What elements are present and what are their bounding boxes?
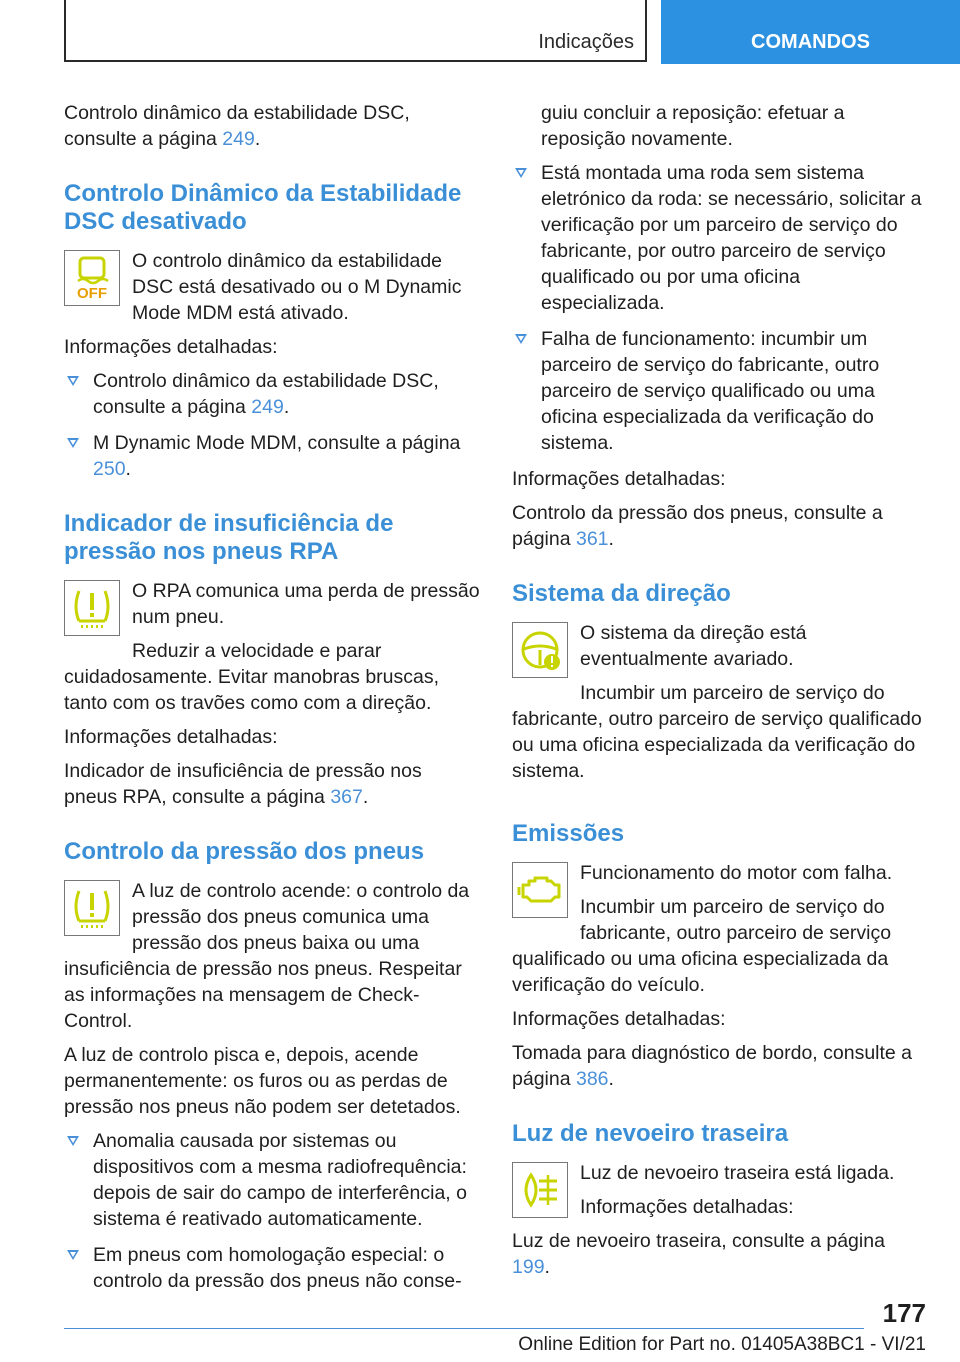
rpa-info-label: Informações detalhadas: [64,726,278,748]
steering-text-1: O sistema da direção está eventualmente avariado. [580,622,807,670]
emissions-section [512,860,928,1006]
rear-fog-light-icon [512,1162,568,1218]
ref-text: Controlo da pressão dos pneus, consulte a página [512,502,883,550]
steering-section [512,620,928,792]
left-column [64,100,480,1304]
list-item [512,160,928,316]
rdc-ref [512,500,928,552]
steering-text-2: Incumbir um parceiro de serviço do fabricante, outro parceiro de serviço qualificado ou uma oficina especializada da verificação do sistema. [512,682,922,782]
fog-text-1: Luz de nevoeiro traseira está ligada. [580,1162,895,1184]
steering-wheel-warning-icon [512,622,568,678]
svg-text:OFF: OFF [77,285,107,301]
rpa-text-1: O RPA comunica uma perda de pressão num pneu. [132,580,480,628]
ref-text: Luz de nevoeiro traseira, consulte a página [512,1230,885,1252]
emissions-text-1: Funcionamento do motor com falha. [580,862,893,884]
ref-end: . [362,786,369,808]
chapter-tab[interactable] [661,0,960,64]
bullet-text: Falha de funcionamento: incumbir um parceiro de serviço do fabricante, outro parceiro de serviço qualificado ou uma oficina especializada da verificação do sistema. [541,328,880,454]
bullet-text: Em pneus com homologação especial: o controlo da pressão dos pneus não conse- [93,1244,462,1292]
chapter-tab-label: COMANDOS [751,31,870,53]
rdc-cont-bullets [512,160,928,456]
bullet-text: Está montada uma roda sem sistema eletrónico da roda: se necessário, solicitar a verificação por um parceiro de serviço do fabricante, por outro parceiro de serviço qualificado ou por uma oficina especializada. [541,162,922,314]
page-link[interactable]: 250 [93,458,126,480]
emissions-info-label: Informações detalhadas: [512,1008,726,1030]
section-label: Indicações [538,31,634,53]
list-item [64,368,480,420]
intro-paragraph [64,100,480,152]
rdc-text-1: A luz de controlo acende: o controlo da pressão dos pneus comunica uma pressão dos pneus baixa ou uma insuficiência de pressão nos pneus. Respeitar as informações na mensagem de Check-Control. [64,880,470,1032]
dsc-info-label: Informações detalhadas: [64,336,278,358]
page-link[interactable]: 249 [222,128,255,150]
dsc-heading: Controlo Dinâmico da Estabilidade DSC desativado [64,180,462,235]
list-item [64,1128,480,1232]
intro-text: Controlo dinâmico da estabilidade DSC, consulte a página [64,102,410,150]
intro-end: . [254,128,261,150]
rdc-heading: Controlo da pressão dos pneus [64,838,425,865]
edition-footer: Online Edition for Part no. 01405A38BC1 - VI/21 [518,1334,926,1355]
bullet-text: Anomalia causada por sistemas ou dispositivos com a mesma radiofrequência: depois de sair do campo de interferência, o sistema é reativado automaticamente. [93,1130,467,1230]
bullet-end: . [125,458,131,480]
bullet-triangle-icon [67,438,79,448]
ref-end: . [608,1068,614,1090]
bullet-triangle-icon [67,1136,79,1146]
bullet-triangle-icon [67,1250,79,1260]
bullet-text: Controlo dinâmico da estabilidade DSC, consulte a página [93,370,439,418]
list-item [512,326,928,456]
rdc-section [64,878,480,1042]
engine-check-icon [512,862,568,918]
emissions-ref [512,1040,928,1092]
fog-section [512,1160,928,1288]
fog-info-label: Informações detalhadas: [580,1196,794,1218]
dsc-off-icon [64,250,120,306]
page-number: 177 [882,1298,926,1328]
page-link[interactable]: 249 [251,396,284,418]
page-link[interactable]: 367 [330,786,363,808]
rpa-heading: Indicador de insuficiência de pressão nos pneus RPA [64,510,394,565]
rpa-text-2: Reduzir a velocidade e parar cuidadosamente. Evitar manobras bruscas, tanto com os travões como com a direção. [64,640,440,714]
rpa-section [64,578,480,724]
rdc-info-label: Informações detalhadas: [512,468,726,490]
ref-end: . [544,1256,550,1278]
rdc-continued-text: guiu concluir a reposição: efetuar a reposição novamente. [541,102,845,150]
ref-text: Indicador de insuficiência de pressão nos pneus RPA, consulte a página [64,760,422,808]
page-link[interactable]: 361 [575,528,609,550]
ref-text: Tomada para diagnóstico de bordo, consulte a página [512,1042,913,1090]
rdc-text-2: A luz de controlo pisca e, depois, acende permanentemente: os furos ou as perdas de pressão nos pneus não podem ser detetados. [64,1044,461,1118]
emissions-heading: Emissões [512,820,625,847]
tire-pressure-warning-icon [64,580,120,636]
page-link[interactable]: 199 [512,1256,545,1278]
list-item [64,1242,480,1294]
list-item [64,430,480,482]
footer-divider [64,1328,864,1329]
rdc-bullets [64,1128,480,1294]
bullet-triangle-icon [67,376,79,386]
fog-ref [512,1228,928,1280]
tire-pressure-control-icon [64,880,120,936]
page-link[interactable]: 386 [575,1068,609,1090]
steering-heading: Sistema da direção [512,580,731,607]
bullet-triangle-icon [515,168,527,178]
bullet-triangle-icon [515,334,527,344]
dsc-text: O controlo dinâmico da estabilidade DSC está desativado ou o M Dynamic Mode MDM está ativado. [132,250,462,324]
bullet-text: M Dynamic Mode MDM, consulte a página [93,432,461,454]
dsc-section [64,248,480,334]
ref-end: . [608,528,614,550]
rpa-ref [64,758,480,810]
right-column [512,100,928,1288]
dsc-bullets [64,368,480,482]
bullet-end: . [283,396,290,418]
fog-heading: Luz de nevoeiro traseira [512,1120,789,1147]
emissions-text-2: Incumbir um parceiro de serviço do fabricante, outro parceiro de serviço qualificado ou uma oficina especializada da verificação do veículo. [512,896,892,996]
